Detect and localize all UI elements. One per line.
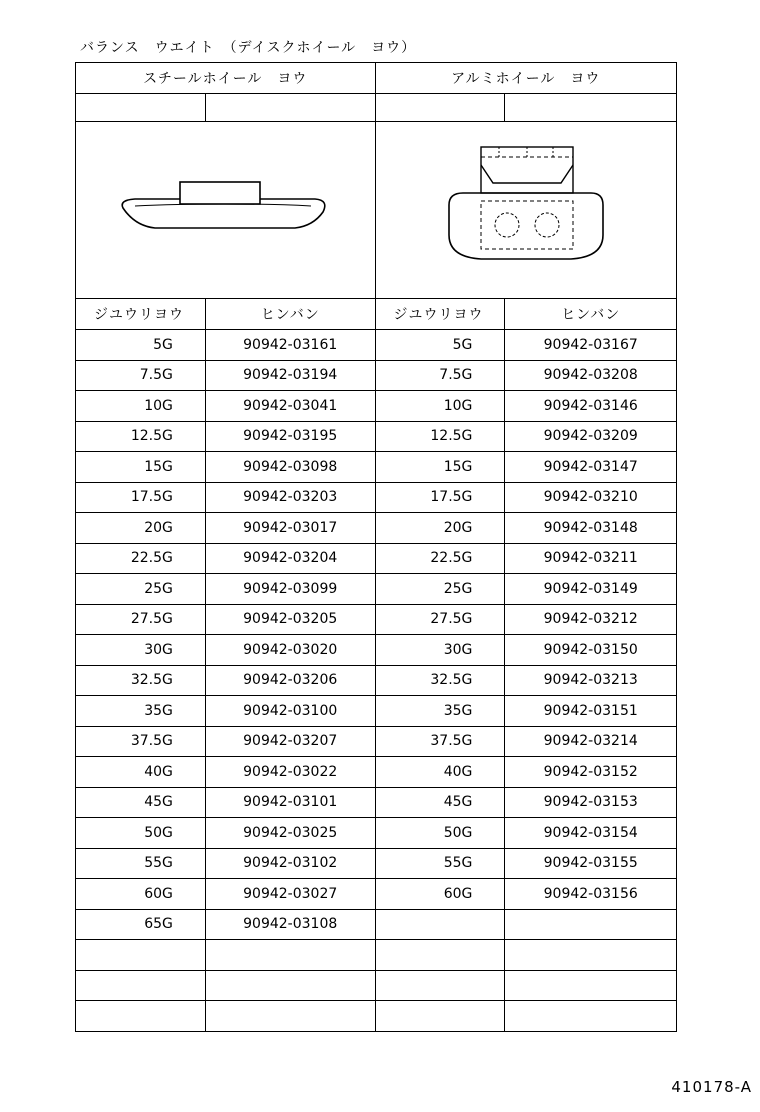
- table-row: [76, 452, 677, 483]
- table-row: [76, 513, 677, 544]
- table-row: [76, 421, 677, 452]
- table-row: [76, 330, 677, 361]
- alum-part-cell: 90942-03150: [505, 635, 677, 666]
- steel-weight-cell: 60G: [76, 879, 206, 910]
- steel-part-cell: 90942-03102: [205, 848, 375, 879]
- steel-weight-col-header: ジユウリヨウ: [76, 299, 206, 330]
- steel-part-cell: 90942-03207: [205, 726, 375, 757]
- alum-weight-cell: 55G: [375, 848, 505, 879]
- steel-part-cell: 90942-03161: [205, 330, 375, 361]
- page-title: バランス ウエイト （デイスクホイール ヨウ）: [80, 40, 417, 56]
- alum-weight-cell: 7.5G: [375, 360, 505, 391]
- alum-part-cell: 90942-03149: [505, 574, 677, 605]
- steel-part-cell: 90942-03204: [205, 543, 375, 574]
- alum-weight-cell: 30G: [375, 635, 505, 666]
- table-row: [76, 635, 677, 666]
- table-row: [76, 665, 677, 696]
- steel-weight-cell: 15G: [76, 452, 206, 483]
- steel-part-cell: 90942-03025: [205, 818, 375, 849]
- alum-weight-cell: 15G: [375, 452, 505, 483]
- steel-part-col-header: ヒンバン: [205, 299, 375, 330]
- table-row: [76, 787, 677, 818]
- steel-weight-cell: 22.5G: [76, 543, 206, 574]
- column-header-row: [76, 299, 677, 330]
- alum-part-cell: 90942-03209: [505, 421, 677, 452]
- alum-part-cell: [505, 909, 677, 940]
- steel-part-cell: 90942-03206: [205, 665, 375, 696]
- table-row: [76, 482, 677, 513]
- alum-weight-cell: 32.5G: [375, 665, 505, 696]
- alum-weight-cell: 20G: [375, 513, 505, 544]
- blank-row: [76, 1001, 677, 1032]
- steel-part-cell: 90942-03100: [205, 696, 375, 727]
- alum-part-cell: 90942-03208: [505, 360, 677, 391]
- steel-part-cell: 90942-03020: [205, 635, 375, 666]
- alum-adhesive-weight-icon: [441, 145, 611, 275]
- table-row: [76, 391, 677, 422]
- blank-row: [76, 94, 677, 122]
- table-row: [76, 360, 677, 391]
- steel-part-cell: 90942-03108: [205, 909, 375, 940]
- alum-weight-cell: 17.5G: [375, 482, 505, 513]
- alum-weight-cell: 45G: [375, 787, 505, 818]
- steel-weight-cell: 40G: [76, 757, 206, 788]
- steel-weight-cell: 45G: [76, 787, 206, 818]
- alum-part-cell: 90942-03212: [505, 604, 677, 635]
- alum-part-cell: 90942-03211: [505, 543, 677, 574]
- alum-part-cell: 90942-03152: [505, 757, 677, 788]
- steel-weight-cell: 55G: [76, 848, 206, 879]
- steel-part-cell: 90942-03017: [205, 513, 375, 544]
- alum-part-cell: 90942-03167: [505, 330, 677, 361]
- table-row: [76, 574, 677, 605]
- table-row: [76, 726, 677, 757]
- steel-part-cell: 90942-03203: [205, 482, 375, 513]
- steel-weight-cell: 5G: [76, 330, 206, 361]
- steel-weight-cell: 35G: [76, 696, 206, 727]
- table-row: [76, 909, 677, 940]
- steel-weight-cell: 17.5G: [76, 482, 206, 513]
- alum-part-cell: 90942-03156: [505, 879, 677, 910]
- steel-part-cell: 90942-03101: [205, 787, 375, 818]
- steel-weight-cell: 65G: [76, 909, 206, 940]
- table-row: [76, 848, 677, 879]
- steel-part-cell: 90942-03041: [205, 391, 375, 422]
- alum-part-col-header: ヒンバン: [505, 299, 677, 330]
- figure-code: 410178-A: [671, 1078, 752, 1096]
- table-row: [76, 604, 677, 635]
- alum-weight-cell: 35G: [375, 696, 505, 727]
- blank-row: [76, 940, 677, 971]
- steel-weight-cell: 30G: [76, 635, 206, 666]
- alum-part-cell: 90942-03210: [505, 482, 677, 513]
- alum-weight-cell: [375, 909, 505, 940]
- steel-weight-cell: 25G: [76, 574, 206, 605]
- alum-weight-cell: 60G: [375, 879, 505, 910]
- alum-weight-cell: 5G: [375, 330, 505, 361]
- table-row: [76, 543, 677, 574]
- alum-weight-illustration: [375, 122, 676, 299]
- steel-weight-cell: 32.5G: [76, 665, 206, 696]
- steel-clip-weight-icon: [115, 180, 335, 240]
- alum-part-cell: 90942-03155: [505, 848, 677, 879]
- balance-weight-table: [75, 62, 677, 1032]
- table-row: [76, 879, 677, 910]
- alum-part-cell: 90942-03148: [505, 513, 677, 544]
- steel-part-cell: 90942-03194: [205, 360, 375, 391]
- alum-weight-cell: 10G: [375, 391, 505, 422]
- alum-weight-cell: 40G: [375, 757, 505, 788]
- steel-weight-cell: 27.5G: [76, 604, 206, 635]
- alum-weight-cell: 50G: [375, 818, 505, 849]
- steel-weight-cell: 37.5G: [76, 726, 206, 757]
- alum-part-cell: 90942-03213: [505, 665, 677, 696]
- alum-weight-cell: 27.5G: [375, 604, 505, 635]
- steel-wheel-header: スチールホイール ヨウ: [76, 63, 376, 94]
- steel-weight-cell: 10G: [76, 391, 206, 422]
- steel-part-cell: 90942-03022: [205, 757, 375, 788]
- alum-part-cell: 90942-03147: [505, 452, 677, 483]
- steel-weight-cell: 20G: [76, 513, 206, 544]
- alum-weight-cell: 22.5G: [375, 543, 505, 574]
- steel-part-cell: 90942-03099: [205, 574, 375, 605]
- steel-part-cell: 90942-03098: [205, 452, 375, 483]
- alum-weight-cell: 37.5G: [375, 726, 505, 757]
- steel-part-cell: 90942-03205: [205, 604, 375, 635]
- category-header-row: [76, 63, 677, 94]
- alum-part-cell: 90942-03151: [505, 696, 677, 727]
- alum-part-cell: 90942-03154: [505, 818, 677, 849]
- steel-part-cell: 90942-03027: [205, 879, 375, 910]
- alum-part-cell: 90942-03153: [505, 787, 677, 818]
- steel-part-cell: 90942-03195: [205, 421, 375, 452]
- alum-wheel-header: アルミホイール ヨウ: [375, 63, 676, 94]
- table-row: [76, 818, 677, 849]
- alum-weight-cell: 25G: [375, 574, 505, 605]
- blank-row: [76, 970, 677, 1001]
- alum-part-cell: 90942-03146: [505, 391, 677, 422]
- steel-weight-illustration: [76, 122, 376, 299]
- steel-weight-cell: 12.5G: [76, 421, 206, 452]
- steel-weight-cell: 7.5G: [76, 360, 206, 391]
- table-row: [76, 696, 677, 727]
- illustration-row: [76, 122, 677, 299]
- alum-part-cell: 90942-03214: [505, 726, 677, 757]
- alum-weight-col-header: ジユウリヨウ: [375, 299, 505, 330]
- steel-weight-cell: 50G: [76, 818, 206, 849]
- data-rows: [76, 330, 677, 1032]
- table-row: [76, 757, 677, 788]
- alum-weight-cell: 12.5G: [375, 421, 505, 452]
